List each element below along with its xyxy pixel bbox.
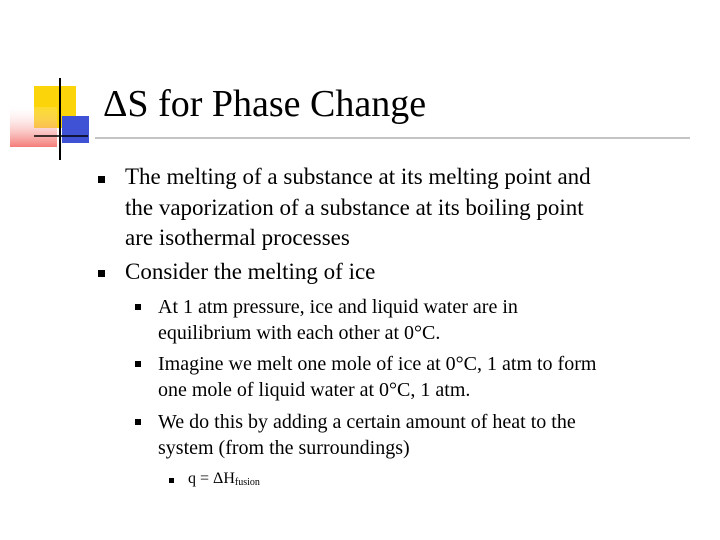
- sub-bullet-3-line-1: We do this by adding a certain amount of heat to the: [158, 411, 576, 433]
- sub-bullet-marker: [135, 304, 141, 310]
- bullet-marker: [98, 270, 105, 277]
- sub-bullet-3-line-2: system (from the surroundings): [158, 437, 410, 459]
- bullet-1-line-3: are isothermal processes: [125, 225, 350, 250]
- bullet-1-line-2: the vaporization of a substance at its boiling point: [125, 195, 584, 220]
- bullet-2-line-1: Consider the melting of ice: [125, 259, 376, 284]
- slide-title: ΔS for Phase Change: [103, 83, 427, 125]
- decoration-blue-square: [62, 116, 89, 143]
- sub-bullet-marker: [135, 419, 141, 425]
- bullet-1-line-1: The melting of a substance at its melting point and: [125, 164, 591, 189]
- formula: [188, 469, 260, 493]
- sub-bullet-marker: [135, 361, 141, 367]
- sub-bullet-1-line-2: equilibrium with each other at 0°C.: [158, 322, 441, 344]
- bullet-marker: [98, 176, 105, 183]
- formula-bullet-marker: [169, 478, 174, 483]
- decoration-red-square: [10, 107, 57, 147]
- sub-bullet-1-line-1: At 1 atm pressure, ice and liquid water are in: [158, 296, 518, 318]
- sub-bullet-2-line-2: one mole of liquid water at 0°C, 1 atm.: [158, 379, 471, 401]
- sub-bullet-2-line-1: Imagine we melt one mole of ice at 0°C, 1 atm to form: [158, 353, 597, 375]
- formula-subscript: fusion: [234, 477, 260, 488]
- formula-main: q = ΔH: [188, 470, 235, 487]
